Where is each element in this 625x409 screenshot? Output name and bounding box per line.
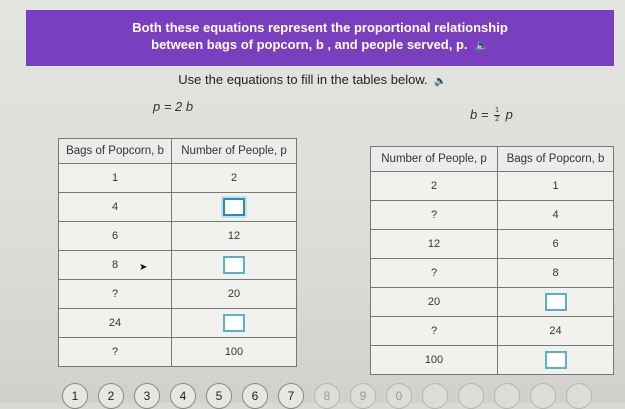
cell-bags (498, 346, 614, 375)
page-button-10[interactable]: 0 (386, 383, 412, 409)
header-people: Number of People, p (371, 147, 498, 172)
header-bags: Bags of Popcorn, b (498, 147, 614, 172)
banner-line-2: between bags of popcorn, b , and people served, p. (151, 37, 468, 52)
page-button-blank[interactable] (494, 383, 520, 409)
page-button-6[interactable]: 6 (242, 383, 268, 409)
page-button-3[interactable]: 3 (134, 383, 160, 409)
table-row (371, 230, 614, 259)
cell-bags: ? (59, 338, 172, 367)
table-row (59, 309, 297, 338)
equation-right-suffix: p (505, 107, 513, 122)
answer-input[interactable] (545, 351, 567, 369)
instruction-row (0, 72, 625, 87)
cell-bags: 6 (498, 230, 614, 259)
table-people-to-bags (370, 146, 614, 375)
banner-line-1: Both these equations represent the proportional relationship (132, 20, 508, 35)
table-row (59, 222, 297, 251)
page-button-9[interactable]: 9 (350, 383, 376, 409)
cell-bags (498, 288, 614, 317)
page-button-blank[interactable] (422, 383, 448, 409)
cell-bags: 8 (59, 251, 172, 280)
fraction-numerator: 1 (495, 107, 499, 115)
equation-right (470, 107, 513, 124)
answer-input[interactable] (223, 314, 245, 332)
cell-people (172, 193, 297, 222)
cell-people: 20 (172, 280, 297, 309)
table-row (371, 346, 614, 375)
cell-people: 12 (371, 230, 498, 259)
header-people: Number of People, p (172, 139, 297, 164)
header-bags: Bags of Popcorn, b (59, 139, 172, 164)
table-bags-to-people (58, 138, 297, 367)
table-row (59, 251, 297, 280)
cell-people: ? (371, 259, 498, 288)
page-button-4[interactable]: 4 (170, 383, 196, 409)
table-row (371, 288, 614, 317)
answer-input[interactable] (545, 293, 567, 311)
cell-bags: ? (59, 280, 172, 309)
equation-left: p = 2 b (153, 99, 194, 114)
cell-people: ? (371, 201, 498, 230)
page-button-7[interactable]: 7 (278, 383, 304, 409)
page-button-1[interactable]: 1 (62, 383, 88, 409)
cell-people: 2 (172, 164, 297, 193)
cell-bags: 6 (59, 222, 172, 251)
instruction-text: Use the equations to fill in the tables below. (178, 72, 428, 87)
answer-input[interactable] (223, 198, 245, 216)
cell-people (172, 309, 297, 338)
page-button-blank[interactable] (530, 383, 556, 409)
table-row (371, 317, 614, 346)
fraction-denominator: 2 (495, 116, 499, 124)
page-button-5[interactable]: 5 (206, 383, 232, 409)
fraction-one-half (494, 107, 500, 124)
speaker-icon[interactable]: 🔈 (434, 76, 447, 87)
equation-right-prefix: b = (470, 107, 489, 122)
table-row (371, 201, 614, 230)
cell-people: 2 (371, 172, 498, 201)
cell-bags: 4 (498, 201, 614, 230)
mouse-pointer-icon: ➤ (139, 262, 148, 273)
page-button-blank[interactable] (566, 383, 592, 409)
cell-people: 20 (371, 288, 498, 317)
table-row (371, 259, 614, 288)
table-row (59, 280, 297, 309)
question-banner (26, 10, 614, 66)
page-button-8[interactable]: 8 (314, 383, 340, 409)
banner-line-2-row (26, 36, 614, 55)
table-header-row (371, 147, 614, 172)
table-row (59, 338, 297, 367)
cell-bags: 24 (59, 309, 172, 338)
cell-people: ? (371, 317, 498, 346)
answer-input[interactable] (223, 256, 245, 274)
page-button-blank[interactable] (458, 383, 484, 409)
cell-people: 100 (172, 338, 297, 367)
table-header-row (59, 139, 297, 164)
cell-bags: 8 (498, 259, 614, 288)
cell-people (172, 251, 297, 280)
cell-bags: 24 (498, 317, 614, 346)
table-row (59, 193, 297, 222)
page-button-2[interactable]: 2 (98, 383, 124, 409)
cell-people: 100 (371, 346, 498, 375)
cell-bags: 4 (59, 193, 172, 222)
speaker-icon[interactable]: 🔈 (475, 40, 489, 52)
table-row (59, 164, 297, 193)
cell-people: 12 (172, 222, 297, 251)
cell-bags: 1 (498, 172, 614, 201)
table-row (371, 172, 614, 201)
cell-bags: 1 (59, 164, 172, 193)
